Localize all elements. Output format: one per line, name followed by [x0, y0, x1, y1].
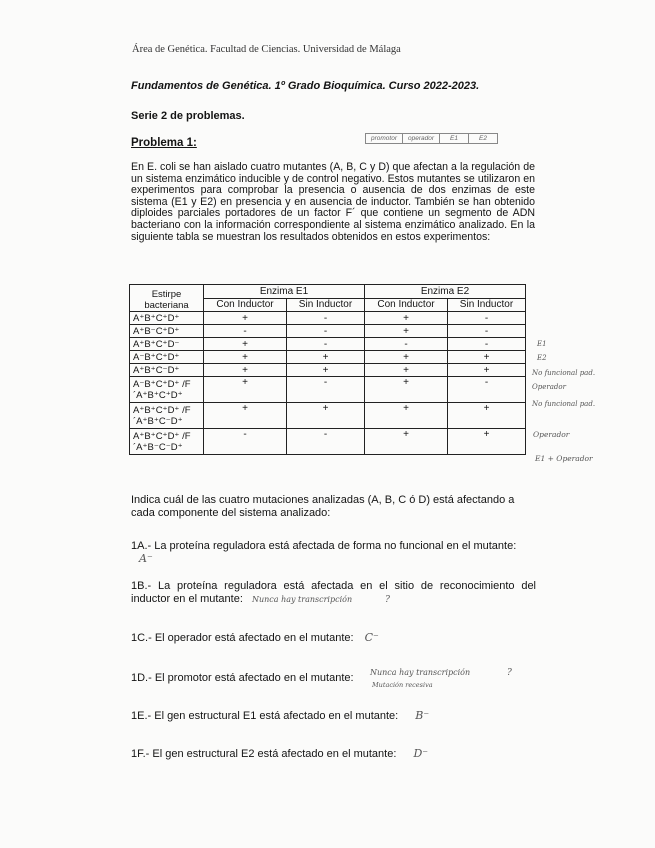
- handwritten-answer: C⁻: [364, 631, 379, 644]
- result-cell: +: [364, 403, 447, 429]
- handwritten-note: E1: [537, 340, 547, 348]
- series-title: Serie 2 de problemas.: [131, 110, 245, 122]
- result-cell: +: [364, 312, 447, 325]
- result-cell: -: [204, 325, 287, 338]
- result-cell: -: [447, 338, 525, 351]
- result-cell: +: [364, 351, 447, 364]
- handwritten-note: Operador: [533, 430, 570, 439]
- result-cell: -: [287, 429, 365, 455]
- result-cell: +: [447, 403, 525, 429]
- question-1d: [131, 672, 536, 685]
- handwritten-note: E1 + Operador: [535, 454, 593, 463]
- handwritten-answer: B⁻: [415, 709, 430, 722]
- strain-cell: A⁺B⁺C⁺D⁺ /F´A⁺B⁺C⁻D⁺: [130, 403, 204, 429]
- question-text: 1A.- La proteína reguladora está afectada de forma no funcional en el mutante:: [131, 540, 517, 552]
- column-header: Sin Inductor: [287, 298, 365, 312]
- handwritten-answer: D⁻: [413, 747, 429, 760]
- strain-cell: A⁻B⁺C⁺D⁺ /F´A⁺B⁺C⁺D⁺: [130, 377, 204, 403]
- instruction-text: Indica cuál de las cuatro mutaciones analizadas (A, B, C ó D) está afectando a cada componente del sistema analizado:: [131, 494, 515, 519]
- table-row: [130, 338, 526, 351]
- margin-label: E1: [439, 133, 469, 144]
- strain-cell: A⁺B⁺C⁻D⁺: [130, 364, 204, 377]
- result-cell: -: [447, 325, 525, 338]
- result-cell: -: [204, 429, 287, 455]
- result-cell: +: [447, 364, 525, 377]
- result-cell: +: [364, 364, 447, 377]
- result-cell: +: [287, 403, 365, 429]
- result-cell: +: [364, 377, 447, 403]
- result-cell: -: [447, 312, 525, 325]
- question-text: 1C.- El operador está afectado en el mutante:: [131, 632, 354, 644]
- table-row: [130, 325, 526, 338]
- handwritten-question-mark: ?: [385, 594, 390, 605]
- result-cell: -: [287, 325, 365, 338]
- institution-header: Área de Genética. Facultad de Ciencias. Universidad de Málaga: [132, 44, 401, 55]
- enzyme1-header: Enzima E1: [204, 285, 365, 299]
- result-cell: +: [287, 351, 365, 364]
- strain-cell: A⁺B⁺C⁺D⁻: [130, 338, 204, 351]
- handwritten-note: Operador: [532, 383, 566, 391]
- table-row: [130, 351, 526, 364]
- margin-label: operador: [402, 133, 440, 144]
- question-1a: [131, 540, 536, 565]
- question-1f: [131, 748, 536, 761]
- result-cell: +: [447, 429, 525, 455]
- result-cell: +: [204, 377, 287, 403]
- result-cell: +: [204, 338, 287, 351]
- problem-title: Problema 1:: [131, 137, 197, 149]
- handwritten-note: No funcional pad.: [532, 400, 596, 408]
- handwritten-answer: A⁻: [139, 551, 153, 565]
- question-1b: [131, 580, 536, 606]
- enzyme2-header: Enzima E2: [364, 285, 525, 299]
- column-header: Con Inductor: [364, 298, 447, 312]
- result-cell: -: [287, 338, 365, 351]
- table-row: [130, 364, 526, 377]
- results-table: [129, 284, 526, 455]
- strain-cell: A⁺B⁻C⁺D⁺: [130, 325, 204, 338]
- result-cell: +: [364, 325, 447, 338]
- margin-label: promotor: [365, 133, 403, 144]
- table-row: [130, 377, 526, 403]
- result-cell: +: [364, 429, 447, 455]
- question-text: 1B.- La proteína reguladora está afectada en el sitio de reconocimiento del inductor en el mutante:: [131, 580, 536, 605]
- handwritten-answer: Nunca hay transcripción: [370, 668, 471, 677]
- handwritten-note: No funcional pad.: [532, 369, 596, 377]
- question-1e: [131, 710, 536, 723]
- handwritten-answer: Mutación recesiva: [372, 681, 433, 689]
- margin-label: E2: [468, 133, 498, 144]
- result-cell: +: [287, 364, 365, 377]
- table-row: [130, 429, 526, 455]
- result-cell: +: [204, 312, 287, 325]
- result-cell: +: [447, 351, 525, 364]
- strain-cell: A⁺B⁺C⁺D⁺ /F´A⁺B⁻C⁻D⁺: [130, 429, 204, 455]
- question-1c: [131, 632, 536, 645]
- result-cell: -: [287, 312, 365, 325]
- handwritten-answer: Nunca hay transcripción: [251, 594, 353, 604]
- question-text: 1F.- El gen estructural E2 está afectado en el mutante:: [131, 748, 397, 760]
- result-cell: -: [287, 377, 365, 403]
- course-title: Fundamentos de Genética. 1º Grado Bioquímica. Curso 2022-2023.: [131, 80, 480, 92]
- result-cell: -: [364, 338, 447, 351]
- strain-cell: A⁻B⁺C⁺D⁺: [130, 351, 204, 364]
- column-header: Sin Inductor: [447, 298, 525, 312]
- table-row: [130, 312, 526, 325]
- question-text: 1E.- El gen estructural E1 está afectado en el mutante:: [131, 710, 399, 722]
- strain-header: Estirpe bacteriana: [130, 285, 204, 312]
- margin-label-boxes: [365, 133, 497, 144]
- problem-statement: En E. coli se han aislado cuatro mutantes (A, B, C y D) que afectan a la regulación de un sistema enzimático inducible y de control negativo. Estos mutantes se utilizaron en experimentos para comprobar la presencia o ausencia de dos enzimas de este sistema (E1 y E2) en presencia y en ausencia de inductor. También se han obtenido diploides parciales portadores de un factor F´ que contiene un segmento de ADN bacteriano con la información correspondiente al sistema enzimático analizado. En la siguiente tabla se muestran los resultados obtenidos en estos experimentos:: [131, 161, 535, 243]
- strain-cell: A⁺B⁺C⁺D⁺: [130, 312, 204, 325]
- result-cell: +: [204, 403, 287, 429]
- result-cell: +: [204, 364, 287, 377]
- column-header: Con Inductor: [204, 298, 287, 312]
- result-cell: -: [447, 377, 525, 403]
- result-cell: +: [204, 351, 287, 364]
- table-row: [130, 403, 526, 429]
- handwritten-question-mark: ?: [507, 668, 512, 678]
- question-text: 1D.- El promotor está afectado en el mutante:: [131, 672, 354, 684]
- handwritten-note: E2: [537, 354, 547, 362]
